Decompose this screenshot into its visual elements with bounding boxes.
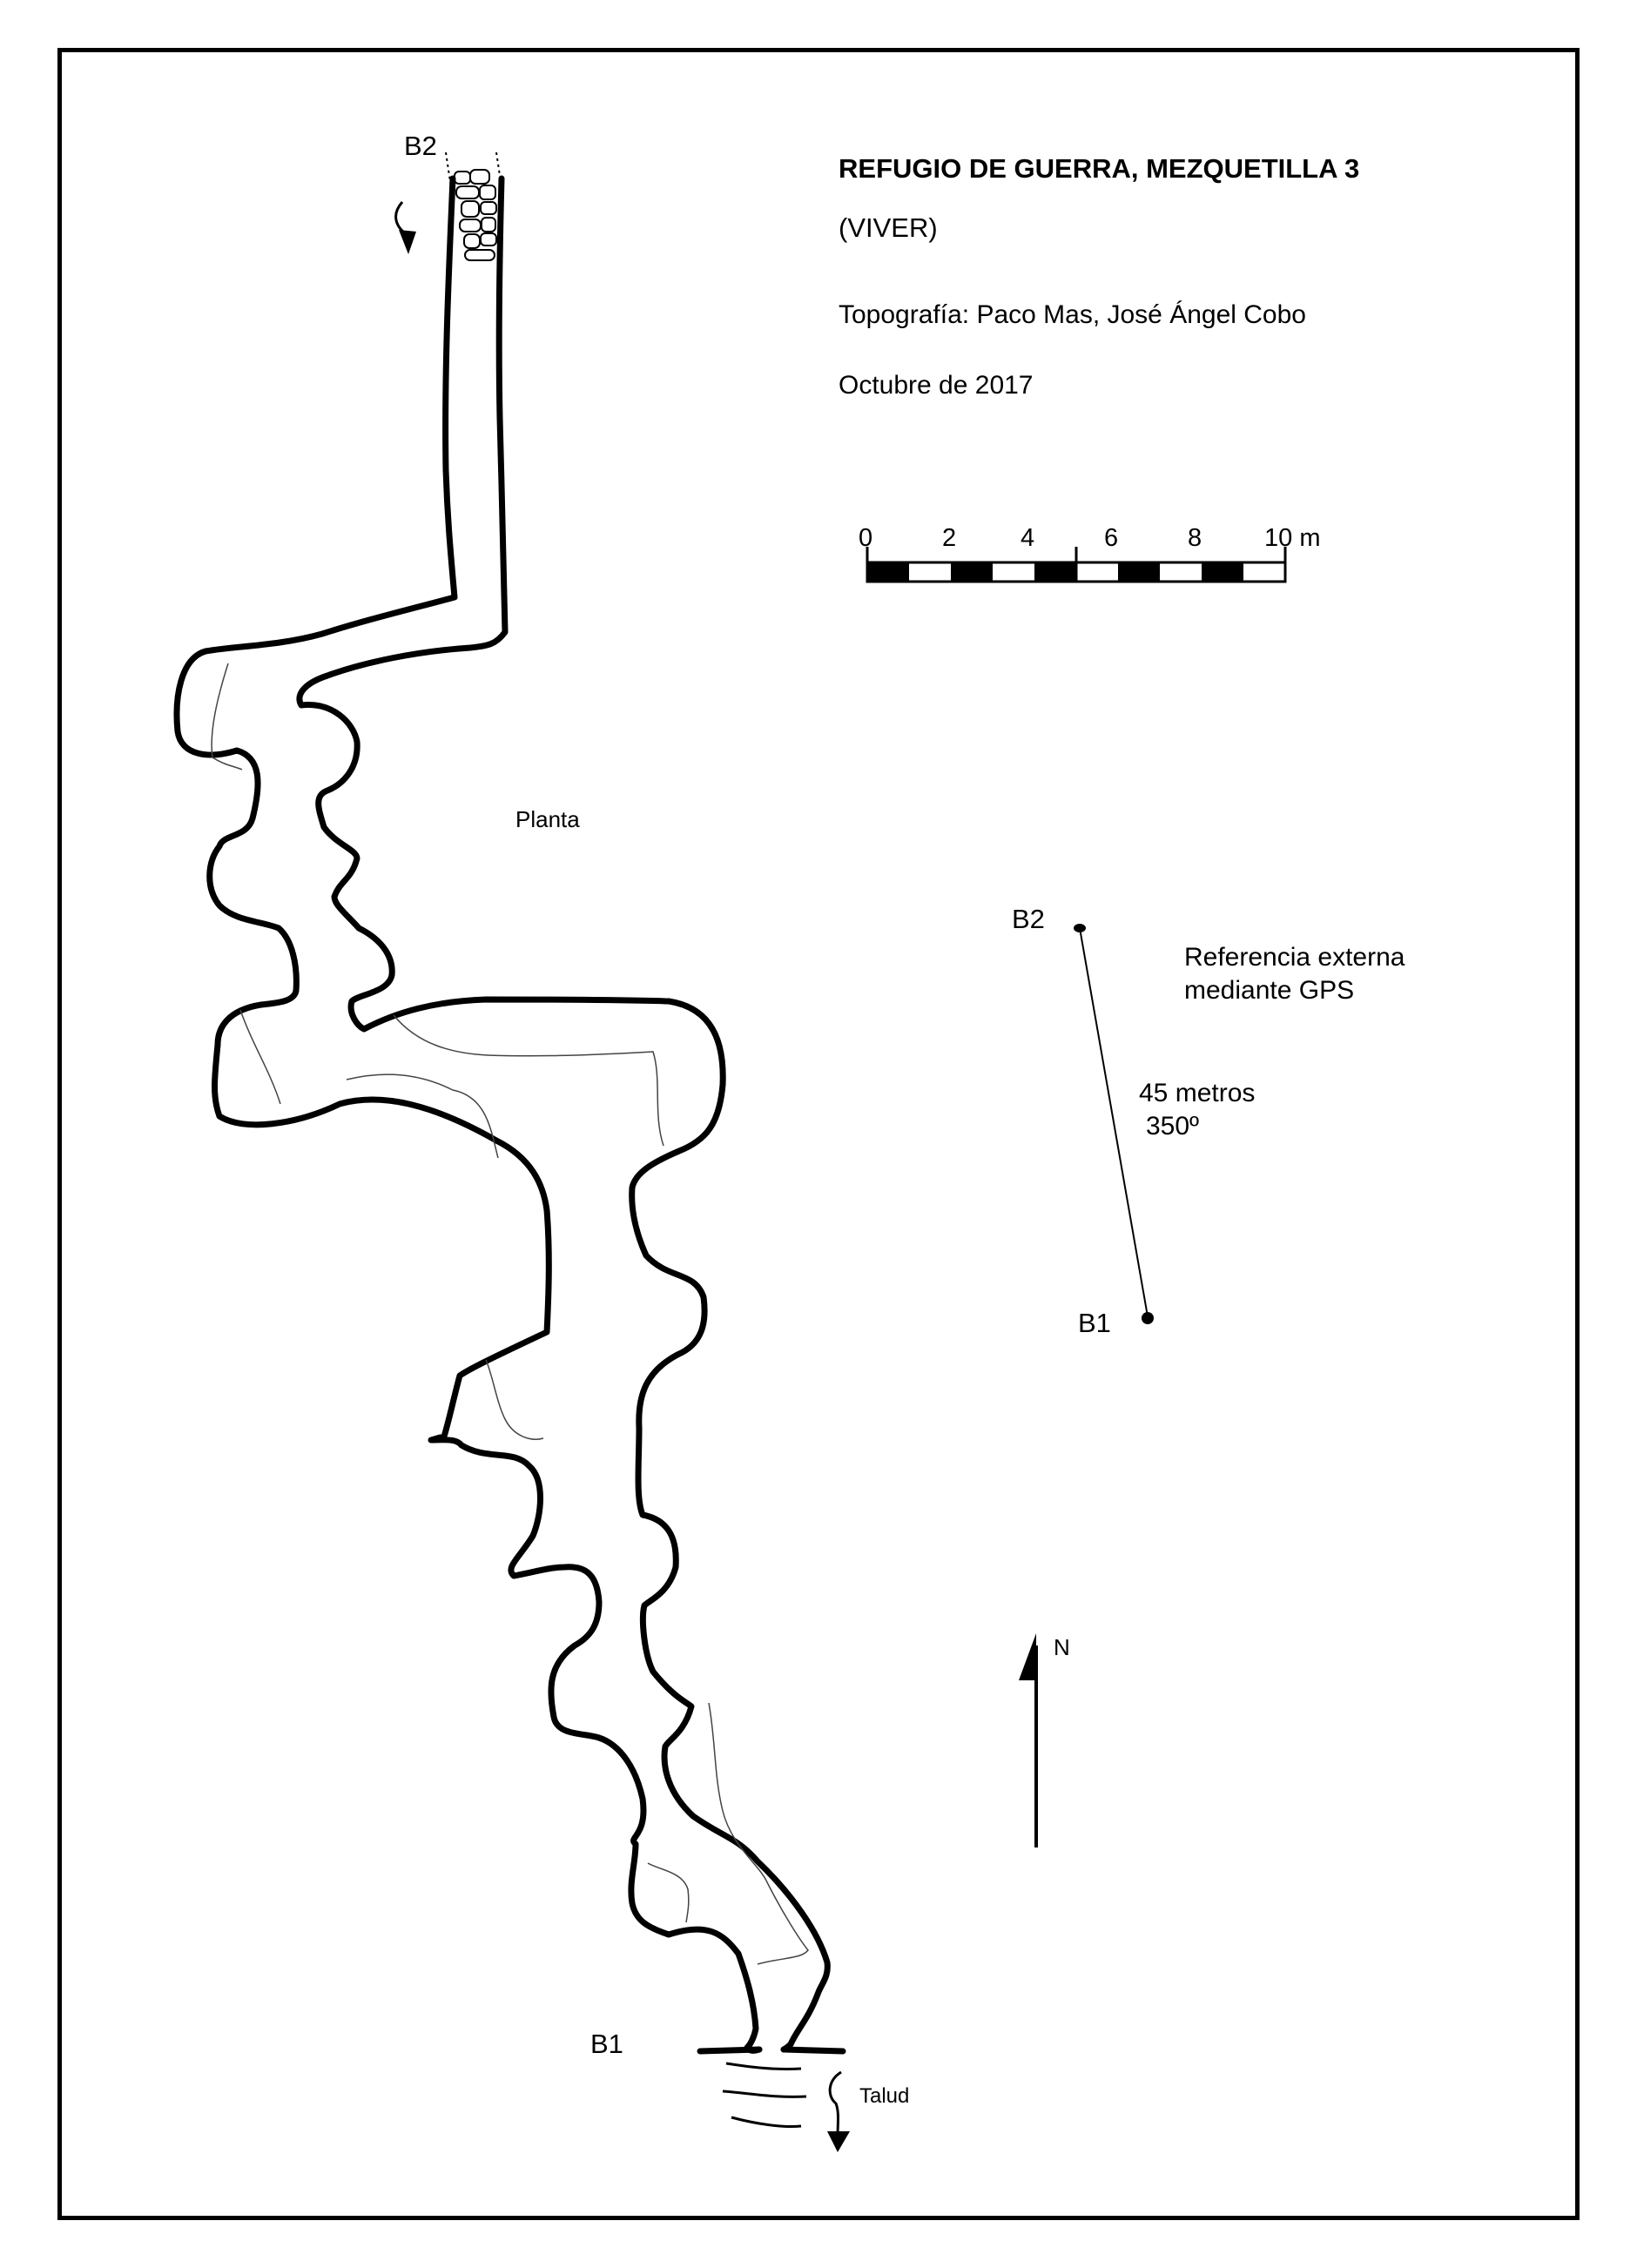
gps-point-b2-label: B2 (1012, 904, 1045, 934)
north-arrow-icon (1019, 1633, 1036, 1847)
gps-reference-label (1184, 941, 1405, 1006)
slope-marks (723, 2063, 806, 2127)
gps-point-b1-label: B1 (1078, 1308, 1111, 1338)
scale-tick-0: 0 (859, 524, 873, 552)
entrance-b1-line (700, 2049, 843, 2051)
entrance-arrow (396, 202, 416, 254)
gps-reference-line1: Referencia externa (1184, 943, 1405, 972)
slope-arrow (827, 2072, 850, 2152)
entrance-b2-label: B2 (404, 131, 437, 161)
scale-tick-2: 2 (942, 524, 957, 552)
gps-reference-line2: mediante GPS (1184, 975, 1355, 1005)
view-label: Planta (515, 806, 580, 832)
scale-tick-10: 10 m (1264, 524, 1321, 552)
cave-wall-right (300, 178, 827, 2044)
scale-tick-8: 8 (1188, 524, 1202, 552)
entrance-b1-label: B1 (590, 2029, 623, 2059)
gps-distance: 45 metros (1139, 1079, 1256, 1107)
map-title: REFUGIO DE GUERRA, MEZQUETILLA 3 (839, 153, 1360, 184)
survey-credits: Topografía: Paco Mas, José Ángel Cobo (839, 300, 1306, 329)
scale-bar (867, 547, 1285, 582)
gps-bearing: 350º (1146, 1111, 1200, 1141)
scale-tick-4: 4 (1021, 524, 1035, 552)
scale-tick-6: 6 (1104, 524, 1119, 552)
map-subtitle: (VIVER) (839, 212, 938, 243)
north-label: N (1054, 1634, 1070, 1660)
gps-distance-bearing (1139, 1077, 1255, 1142)
floor-detail-lines (212, 663, 808, 1964)
slope-label: Talud (859, 2084, 910, 2108)
cave-wall-left (177, 178, 756, 2048)
survey-date: Octubre de 2017 (839, 371, 1034, 400)
